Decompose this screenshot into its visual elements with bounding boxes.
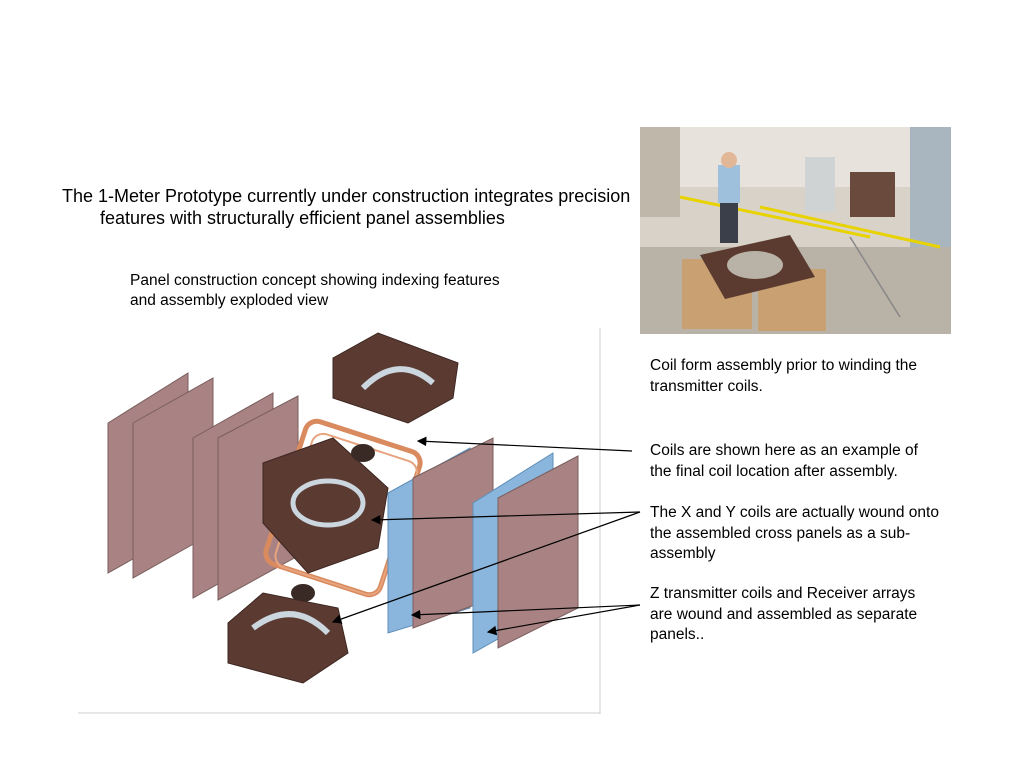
note-coils-line-2: the final coil location after assembly. — [650, 462, 898, 480]
note-xy-coils-line-2: the assembled cross panels as a sub- — [650, 524, 911, 542]
note-xy-coils — [650, 503, 980, 565]
diagram-caption — [130, 271, 560, 311]
slide-title-line-1: The 1-Meter Prototype currently under construction integrates precision — [62, 186, 631, 206]
note-coils — [650, 441, 980, 482]
slide-title-line-2: features with structurally efficient panel assemblies — [100, 208, 505, 228]
coil-form-photo — [640, 127, 951, 334]
exploded-view-diagram — [78, 328, 601, 714]
note-xy-coils-line-3: assembly — [650, 545, 716, 562]
note-coils-line-1: Coils are shown here as an example of — [650, 442, 918, 459]
slide-title — [62, 185, 637, 229]
note-z-coils-line-2: are wound and assembled as separate — [650, 605, 918, 623]
photo-caption — [650, 356, 980, 397]
diagram-caption-line-1: Panel construction concept showing indexing features — [130, 272, 500, 289]
note-z-coils — [650, 584, 980, 646]
photo-caption-line-1: Coil form assembly prior to winding the — [650, 357, 918, 374]
note-z-coils-line-1: Z transmitter coils and Receiver arrays — [650, 585, 916, 602]
note-z-coils-line-3: panels.. — [650, 626, 705, 643]
note-xy-coils-line-1: The X and Y coils are actually wound onto — [650, 504, 939, 521]
photo-caption-line-2: transmitter coils. — [650, 377, 763, 395]
diagram-caption-line-2: and assembly exploded view — [130, 292, 329, 309]
